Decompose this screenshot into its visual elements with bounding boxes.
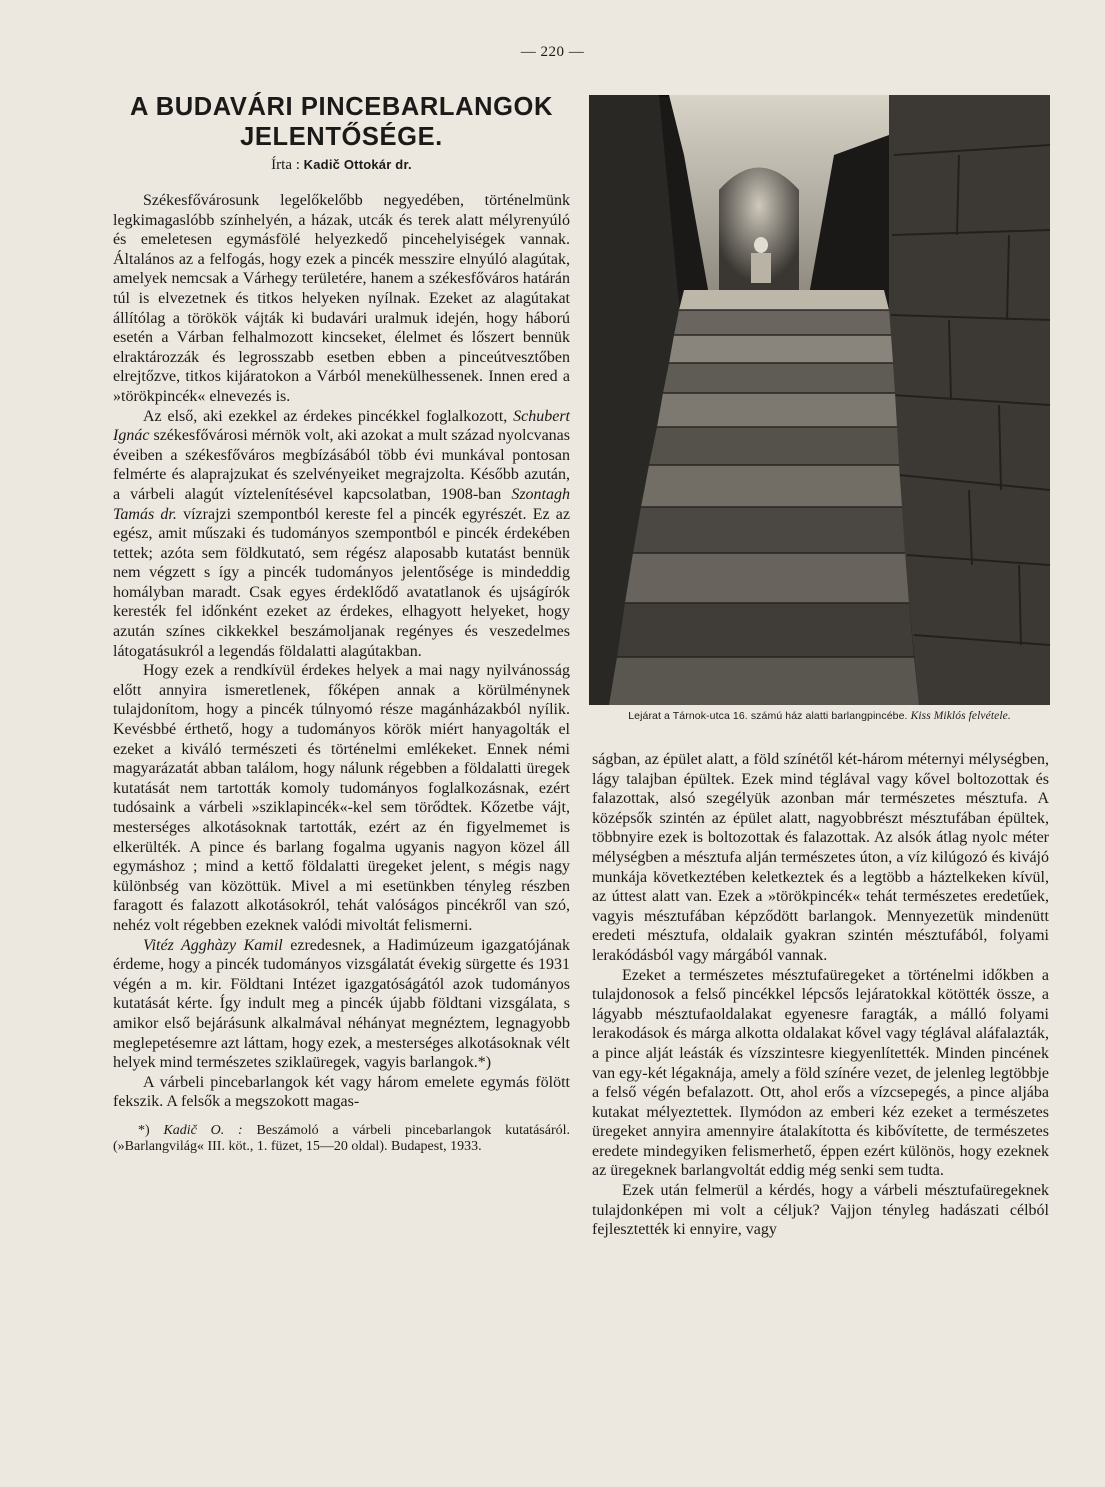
paragraph-2 xyxy=(113,407,570,662)
right-column xyxy=(592,750,1049,1240)
footnote-author: Kadič O. : xyxy=(163,1122,243,1138)
paragraph-2-text-b: székesfővárosi mérnök volt, aki azokat a mult század nyolcvanas éveiben a székesfőváros megbízásából több évi munkával pontosan felmérte és alaprajzukat és szelvényeiket megrajzolta. Később azután, a várbeli alagút víztelenítésével kapcsolatban, 1908-ban xyxy=(113,427,570,503)
cave-staircase-photo xyxy=(589,95,1050,705)
caption-text: Lejárat a Tárnok-utca 16. számú ház alatti barlangpincébe. xyxy=(628,710,911,722)
byline xyxy=(113,156,570,174)
footnote-mark: *) xyxy=(138,1122,164,1138)
paragraph-5: A várbeli pincebarlangok két vagy három emelete egymás fölött fekszik. A felsők a megszokott magas- xyxy=(113,1073,570,1111)
right-paragraph-3: Ezek után felmerül a kérdés, hogy a várbeli mésztufaüregeknek tulajdonképen mi volt a céljuk? Vajjon tényleg hadászati célból fejlesztették ki ennyire, vagy xyxy=(592,1182,1049,1239)
person-name: Szontagh Tamás dr. xyxy=(113,485,570,523)
page-number: — 220 — xyxy=(520,44,585,60)
byline-author: Kadič Ottokár dr. xyxy=(303,157,412,172)
byline-prefix: Írta : xyxy=(271,157,300,173)
paragraph-4 xyxy=(113,936,570,1073)
paragraph-4-text: ezredesnek, a Hadimúzeum igazgatójának érdeme, hogy a pincék tudományos vizsgálatát évekig sürgette és 1931 végén a m. kir. Földtani Intézet igazgatóságától azok tudományos kutatását kérte. Így indult meg a pincék újabb földtani vizsgálata, s amikor első bejárásunk alkalmával néhányat megnéztem, legnagyobb meglepetésemre azt láttam, hogy ezek, a mesterséges alkotásoknak vélt helyek mind természetes sziklaüregek, vagyis barlangok.*) xyxy=(113,936,571,1072)
paragraph-3: Hogy ezek a rendkívül érdekes helyek a mai nagy nyilvánosság előtt annyira ismeretlenek, főképen annak a körülménynek tulajdonítom, hogy a pincék túlnyomó része magánházakból nyílik. Kevésbbé érthető, hogy a tudományos körök miért hanyagolták el ezeket a kiváló természeti és történelmi emlékeket. Ennek némi magyarázatát abban találom, hogy nálunk régebben a földalatti üregek kutatását nem tartották komoly tudományos foglalkozásnak, ezért tudósaink a várbeli »sziklapincék«-kel sem törődtek. Kőzetbe vájt, mesterséges alkotásoknak tartották, ezért az én figyelmemet is elkerülték. A pince és barlang fogalma ugyanis nagyon közel áll egymáshoz ; mind a kettő földalatti üregeket jelent, s mégis nagy különbség van közöttük. Mivel a mi esetünkben tényleg részben faragott és falazott alkotásokról, tehát valóságos pincékről van szó, nehéz volt régebben ezeknek valódi mivoltát felismerni. xyxy=(113,662,570,934)
photo-caption xyxy=(589,710,1050,722)
caption-credit: Kiss Miklós felvétele. xyxy=(910,710,1011,722)
photo-illustration xyxy=(589,95,1050,705)
title-line-2: JELENTŐSÉGE. xyxy=(240,123,443,151)
title-line-1: A BUDAVÁRI PINCEBARLANGOK xyxy=(130,93,553,121)
footnote-body: Beszámoló a várbeli pincebarlangok kutatásáról. (»Barlangvilág« III. köt., 1. füzet, 15—20 oldal). Budapest, 1933. xyxy=(113,1122,571,1155)
person-name: Vitéz Agghàzy Kamil xyxy=(143,936,283,954)
paragraph-1: Székesfővárosunk legelőkelőbb negyedében, történelmünk legkimagaslóbb színhelyén, a házak, utcák és terek alatt mélyrenyúló és emeletesen egymásfölé helyezkedő pincehelyiségek vannak. Általános az a felfogás, hogy ezek a pincék messzire elnyúló alagútak, amelyek nemcsak a Várhegy területére, hanem a székesfőváros határán túl is elvezetnek és titkos helyeken nyílnak. Ezeket az alagútakat állítólag a törökök vájták ki budavári uralmuk idején, hogy háború esetén a Várban felhalmozott kincseket, élelmet és lőszert bennük elraktározzák és legrosszabb esetben ebben a pinceútvesztőben elrejtőzve, titkos kijáratokon a Várból menekülhessenek. Innen ered a »törökpincék« elnevezés is. xyxy=(113,192,570,405)
person-name: Schubert Ignác xyxy=(113,407,570,445)
left-column xyxy=(113,92,570,1156)
paragraph-2-text-a: Az első, aki ezekkel az érdekes pincékkel foglalkozott, xyxy=(143,407,514,425)
article-title xyxy=(113,92,570,152)
right-paragraph-1: ságban, az épület alatt, a föld színétől két-három méternyi mélységben, lágy talajban épültek. Ezek mind téglával vagy kővel boltozottak és falazottak, alsó szegélyük azonban már természetes mésztufa. A középsők szintén az épület alatt, nagyobbrészt mésztufában épültek, többnyire ezek is boltozottak és falazottak. Az alsók átlag nyolc méter mélységben a mésztufa alján természetes úton, a víz kilúgozó és kivájó munkája következtében keletkeztek és a legtöbb a háztelkeken kívül, az úttest alatt van. Ezek a »törökpincék« tehát természetes eredetűek, vagyis mésztufában képződött barlangok. Mennyezetük mindenütt eredeti mésztufa, oldalaik gyakran szintén mésztufából, folyami lerakódásból vagy márgából vannak. xyxy=(592,751,1049,964)
footnote-text xyxy=(113,1123,570,1156)
footnote xyxy=(113,1123,570,1156)
paragraph-2-text-c: vízrajzi szempontból kereste fel a pincék egyrészét. Ez az egész, amit műszaki és tudományos szempontból e pincék érdekében tettek; azóta sem földkutató, sem régész alaposabb kutatást bennük nem végzett s így a pincék tudományos jelentősége is mindeddig homályban maradt. Csak egyes érdeklődő avatatlanok és ujságírók keresték fel időnként ezeket az érdekes, elhagyott helyeket, hogy azután színes cikkekkel beszámoljanak regényes és veszedelmes látogatásukról a legendás földalatti alagútakban. xyxy=(113,505,570,660)
right-paragraph-2: Ezeket a természetes mésztufaüregeket a történelmi időkben a tulajdonosok a felső pincékkel lépcsős lejáratokkal kötötték össze, a lágyabb mésztufaoldalakat egyenesre faragták, a málló folyami lerakodások és márga alkotta oldalakat kővel vagy téglával aláfalazták, a pince alját leásták és vízszintesre kiegyenlítették. Minden pincének van egy-két légaknája, amely a föld színére vezet, de jelenleg legtöbbje a felső végén befalazott. Ott, ahol erős a vízcsepegés, a pince aljába kutakat mélyeztettek. Ilymódon az emberi kéz ezeket a természetes üregeket annyira amennyire átalakította és kibővítette, de természetes eredete mindegyiken felismerhető, éppen ezért különös, hogy ezeknek az üregeknek barlangvoltát eddig még senki sem tudta. xyxy=(592,966,1049,1180)
